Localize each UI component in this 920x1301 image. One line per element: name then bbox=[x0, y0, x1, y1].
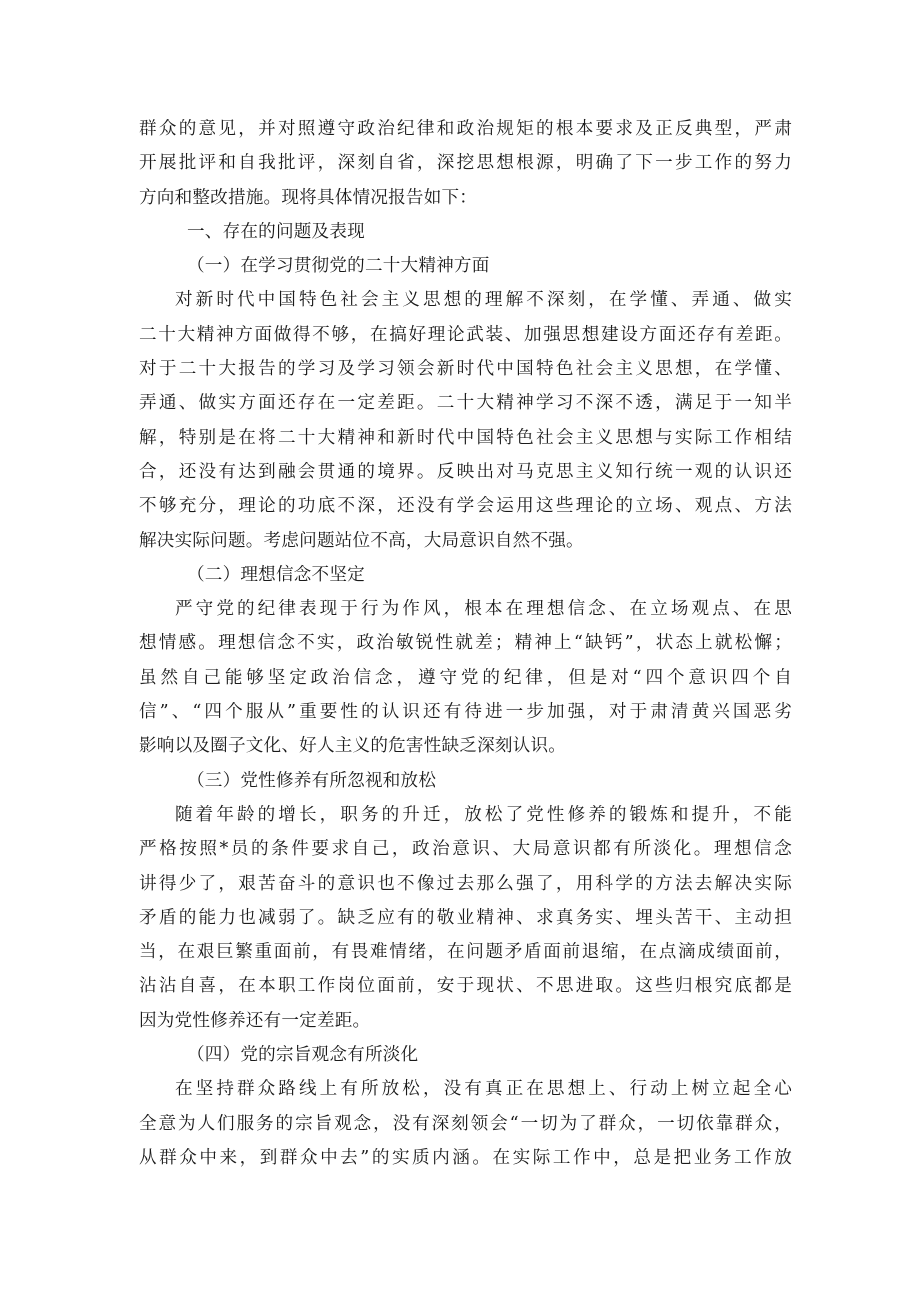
text-line: 群众的意见，并对照遵守政治纪律和政治规矩的根本要求及正反典型，严肃 bbox=[139, 119, 792, 139]
text-line: 影响以及圈子文化、好人主义的危害性缺乏深刻认识。 bbox=[139, 736, 567, 757]
text-line: 二十大精神方面做得不够，在搞好理论武装、加强思想建设方面还存有差距。 bbox=[139, 324, 792, 345]
text-line: 在坚持群众路线上有所放松，没有真正在思想上、行动上树立起全心 bbox=[175, 1079, 792, 1100]
text-line: 合，还没有达到融会贯通的境界。反映出对马克思主义知行统一观的认识还 bbox=[139, 461, 792, 482]
text-line: 沾沾自喜，在本职工作岗位面前，安于现状、不思进取。这些归根究底都是 bbox=[139, 976, 792, 997]
subsection-heading: （一）在学习贯彻党的二十大精神方面 bbox=[187, 256, 490, 277]
document-page bbox=[139, 112, 792, 1175]
subsection-heading: （四）党的宗旨观念有所淡化 bbox=[187, 1045, 419, 1066]
text-line: 不够充分，理论的功底不深，还没有学会运用这些理论的立场、观点、方法 bbox=[139, 496, 792, 517]
text-line: 解决实际问题。考虑问题站位不高，大局意识自然不强。 bbox=[139, 530, 584, 551]
text-line: 想情感。理想信念不实，政治敏锐性就差；精神上“缺钙”，状态上就松懈； bbox=[139, 633, 792, 654]
text-line: 当，在艰巨繁重面前，有畏难情绪，在问题矛盾面前退缩，在点滴成绩面前， bbox=[139, 942, 792, 963]
text-line: 因为党性修养还有一定差距。 bbox=[139, 1010, 371, 1031]
text-line: 严格按照*员的条件要求自己，政治意识、大局意识都有所淡化。理想信念 bbox=[139, 839, 792, 860]
text-line: 随着年龄的增长，职务的升迁，放松了党性修养的锻炼和提升，不能 bbox=[175, 804, 792, 825]
text-line: 方向和整改措施。现将具体情况报告如下： bbox=[139, 187, 478, 208]
section-heading: 一、存在的问题及表现 bbox=[187, 221, 365, 242]
text-line: 全意为人们服务的宗旨观念，没有深刻领会“一切为了群众，一切依靠群众， bbox=[139, 1113, 792, 1134]
text-line: 信”、“四个服从”重要性的认识还有待进一步加强，对于肃清黄兴国恶劣 bbox=[139, 702, 792, 723]
text-line: 讲得少了，艰苦奋斗的意识也不像过去那么强了，用科学的方法去解决实际 bbox=[139, 873, 792, 894]
subsection-heading: （二）理想信念不坚定 bbox=[187, 564, 365, 585]
text-line: 对于二十大报告的学习及学习领会新时代中国特色社会主义思想，在学懂、 bbox=[139, 359, 792, 380]
text-line: 解，特别是在将二十大精神和新时代中国特色社会主义思想与实际工作相结 bbox=[139, 427, 792, 448]
text-line: 弄通、做实方面还存在一定差距。二十大精神学习不深不透，满足于一知半 bbox=[139, 393, 792, 414]
text-line: 对新时代中国特色社会主义思想的理解不深刻，在学懂、弄通、做实 bbox=[175, 290, 792, 311]
subsection-heading: （三）党性修养有所忽视和放松 bbox=[187, 770, 437, 791]
text-line: 严守党的纪律表现于行为作风，根本在理想信念、在立场观点、在思 bbox=[175, 599, 792, 620]
text-line: 矛盾的能力也减弱了。缺乏应有的敬业精神、求真务实、埋头苦干、主动担 bbox=[139, 907, 792, 928]
text-line: 从群众中来，到群众中去”的实质内涵。在实际工作中，总是把业务工作放 bbox=[139, 1147, 792, 1168]
text-line: 开展批评和自我批评，深刻自省，深挖思想根源，明确了下一步工作的努力 bbox=[139, 153, 792, 174]
text-line: 虽然自己能够坚定政治信念，遵守党的纪律，但是对“四个意识四个自 bbox=[139, 667, 792, 688]
